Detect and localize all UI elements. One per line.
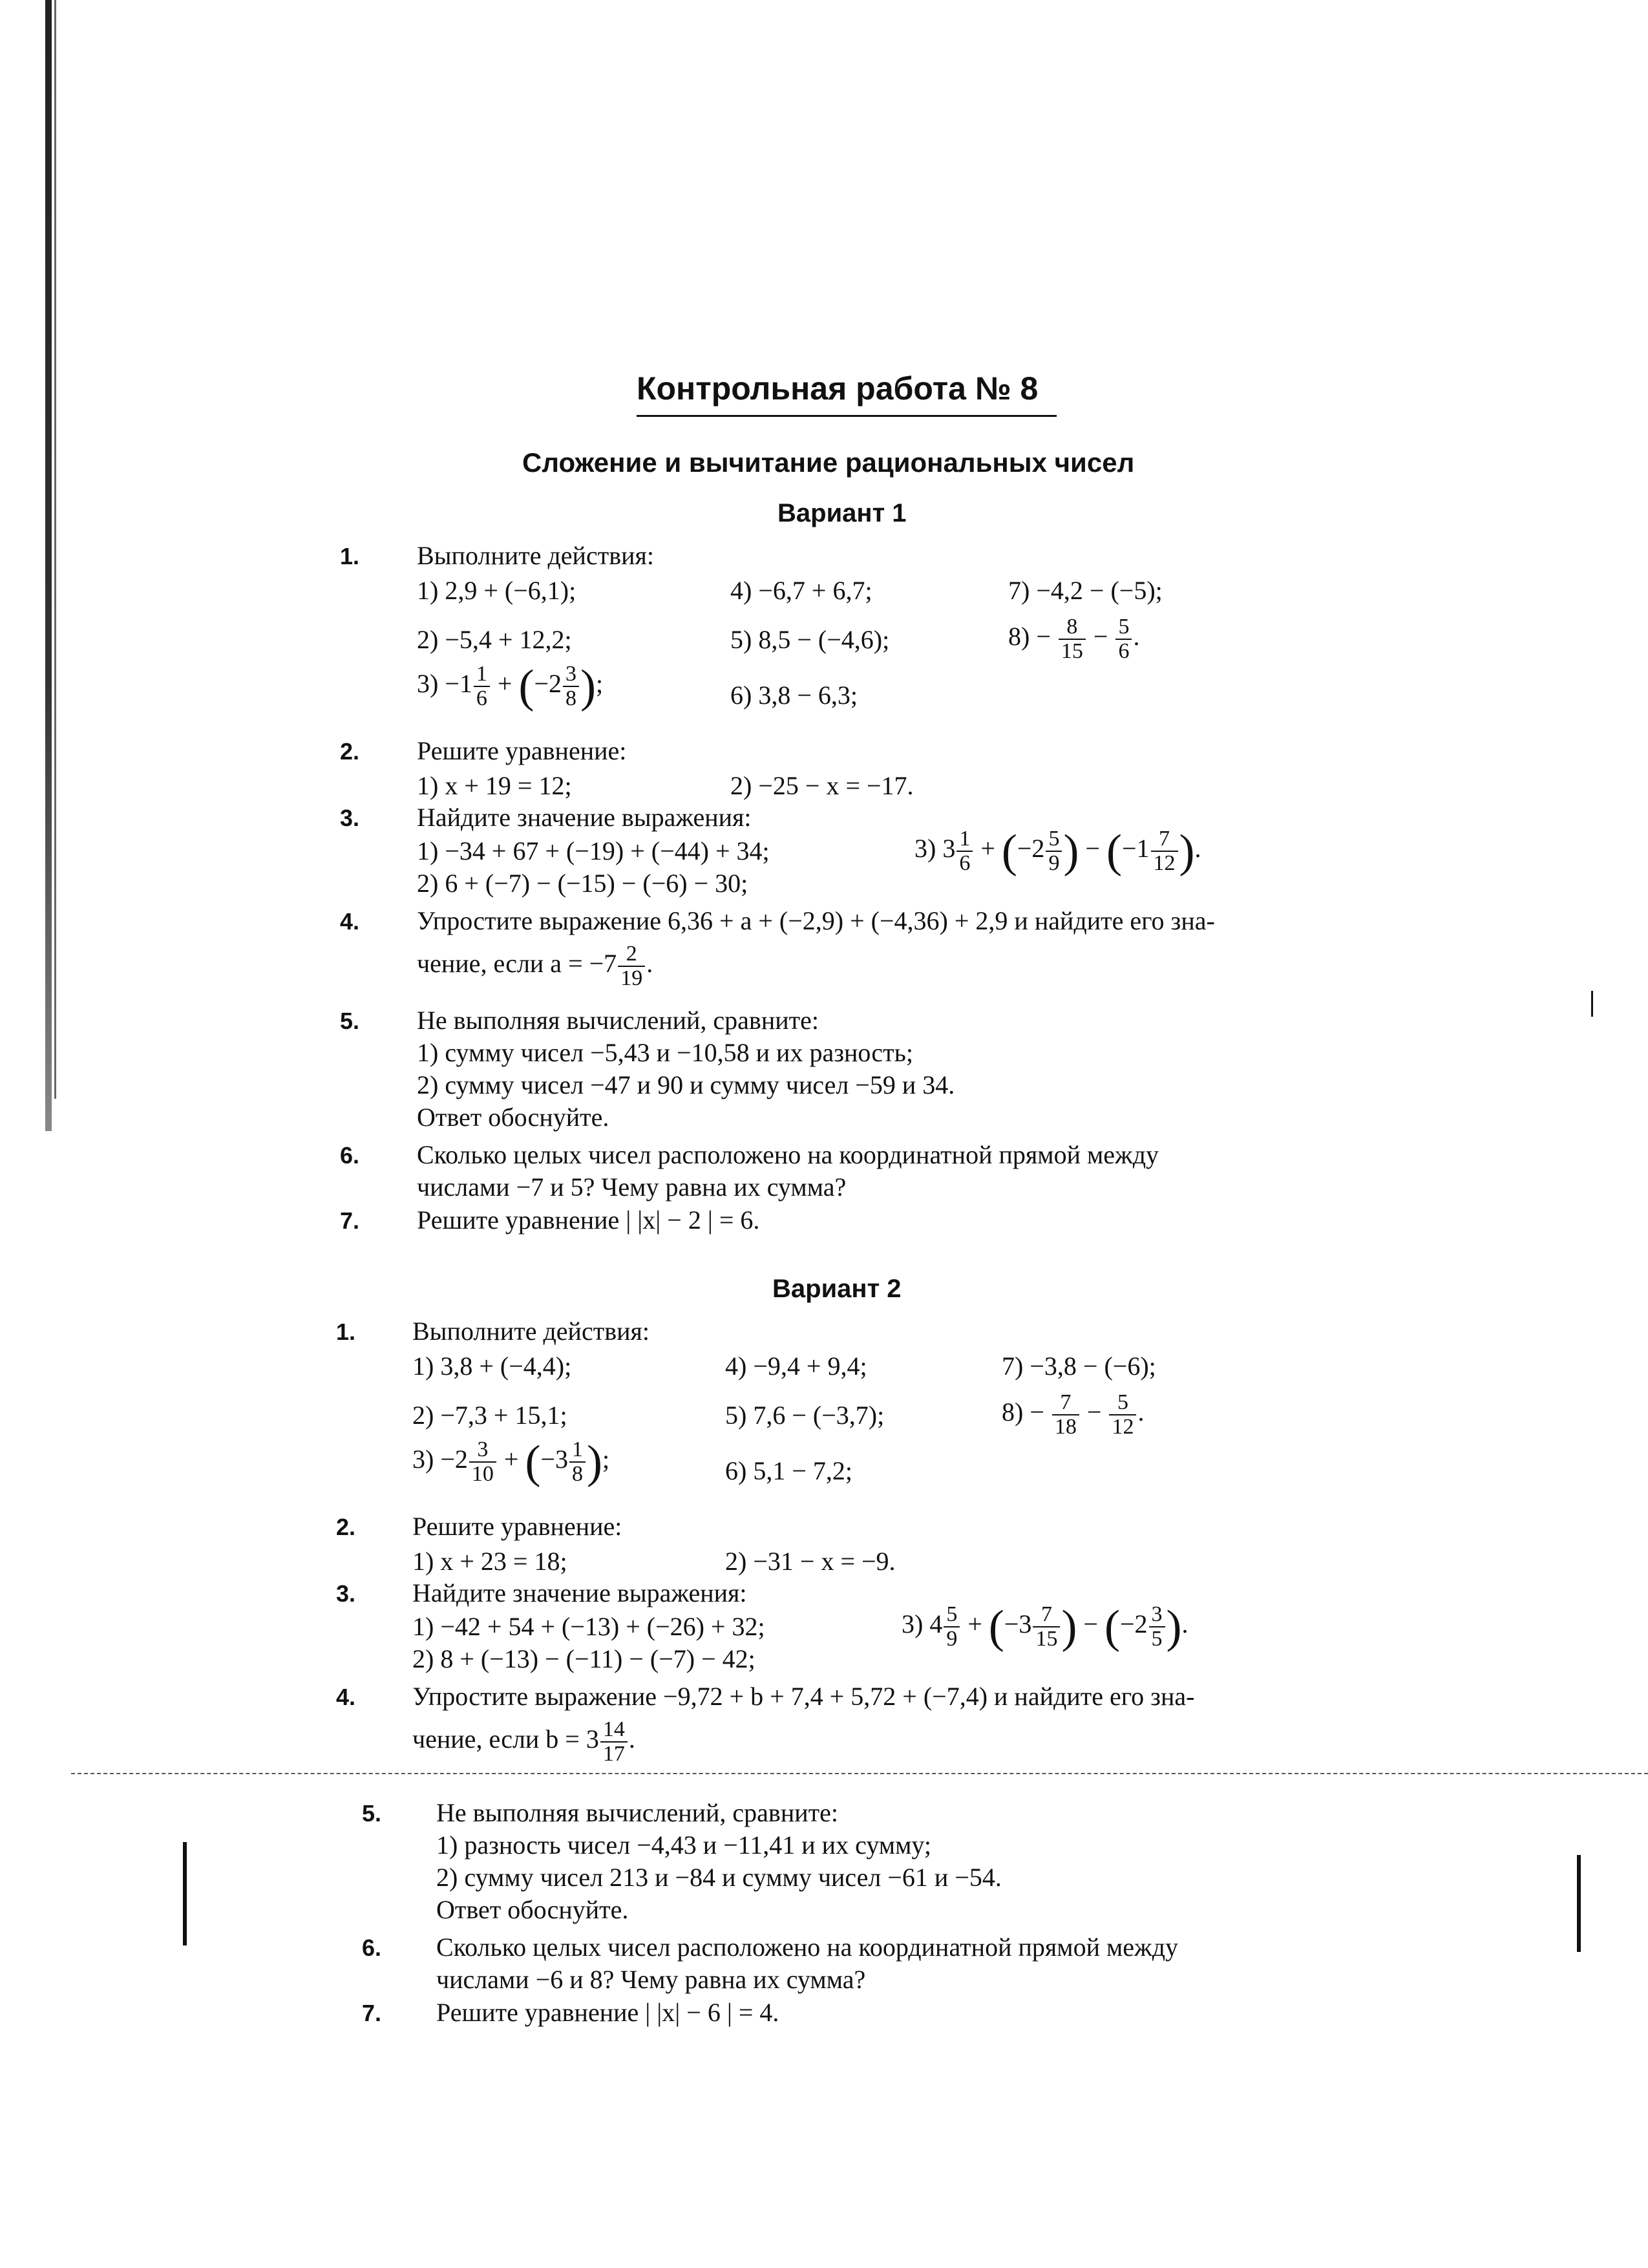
v1-task-6-line-2: числами −7 и 5? Чему равна их сумма? [417,1172,847,1202]
v1-task-1-item-5: 5) 8,5 − (−4,6); [730,625,890,654]
v1-task-7-text: Решите уравнение | |x| − 2 | = 6. [417,1205,760,1235]
v1-task-1-text: Выполните действия: [417,541,654,570]
v1-task-6-line-1: Сколько целых чисел расположено на координатной прямой между [417,1140,1159,1169]
v2-task-7-text: Решите уравнение | |x| − 6 | = 4. [436,1998,779,2027]
v1-task-1-item-3: 3) −1 $\frac{1}{6}$ + (−2 $\frac{3}{8}$ ); [417,660,604,712]
v1-task-3-item-3: 3) 3 $\frac{1}{6}$ + (−2 $\frac{5}{9}$ ) − (−1 $\frac{7}{12}$ ). [914,825,1201,877]
v2-task-1-item-2: 2) −7,3 + 15,1; [412,1401,567,1430]
v1-task-1-item-8: 8) − $\frac{8}{15}$ − $\frac{5}{6}$ . [1008,615,1140,663]
v1-task-4-line-2: чение, если a = −7 $\frac{2}{19}$ . [417,942,653,990]
scan-edge-left-thin [54,0,56,1099]
v1-task-2-item-2: 2) −25 − x = −17. [730,771,914,800]
v2-task-2-text: Решите уравнение: [412,1512,622,1541]
v1-task-3-item-2: 2) 6 + (−7) − (−15) − (−6) − 30; [417,869,748,898]
v1-task-3-text: Найдите значение выражения: [417,803,752,832]
v2-task-4-line-1: Упростите выражение −9,72 + b + 7,4 + 5,72 + (−7,4) и найдите его зна- [412,1682,1195,1711]
v1-task-1-item-1: 1) 2,9 + (−6,1); [417,576,576,605]
v1-task-4-line-1: Упростите выражение 6,36 + a + (−2,9) + (−4,36) + 2,9 и найдите его зна- [417,906,1215,935]
v2-task-3-text: Найдите значение выражения: [412,1578,747,1607]
v1-task-1-item-4: 4) −6,7 + 6,7; [730,576,872,605]
v2-task-3-item-2: 2) 8 + (−13) − (−11) − (−7) − 42; [412,1644,755,1673]
page-subtitle: Сложение и вычитание рациональных чисел [522,447,1135,478]
v2-task-3-item-3: 3) 4 $\frac{5}{9}$ + (−3 $\frac{7}{15}$ ) − (−2 $\frac{3}{5}$ ). [902,1600,1188,1653]
v2-task-3-number: 3. [336,1580,356,1607]
v1-task-5-note: Ответ обоснуйте. [417,1103,609,1132]
v1-task-1-item-2: 2) −5,4 + 12,2; [417,625,572,654]
v1-task-5-item-2: 2) сумму чисел −47 и 90 и сумму чисел −59 и 34. [417,1070,955,1099]
v2-task-5-text: Не выполняя вычислений, сравните: [436,1798,838,1827]
v2-task-6-number: 6. [362,1934,382,1961]
v1-task-1-item-7: 7) −4,2 − (−5); [1008,576,1163,605]
v2-task-1-item-7: 7) −3,8 − (−6); [1002,1351,1156,1381]
v2-task-1-item-1: 1) 3,8 + (−4,4); [412,1351,572,1381]
scan-mark-small [1591,991,1593,1017]
v2-task-1-item-4: 4) −9,4 + 9,4; [725,1351,867,1381]
v2-task-1-item-8: 8) − $\frac{7}{18}$ − $\frac{5}{12}$ . [1002,1390,1145,1439]
variant-1-heading: Вариант 1 [777,499,907,527]
page-fold-line [71,1773,1648,1774]
v1-task-4-number: 4. [340,908,360,935]
v2-task-1-item-3: 3) −2 $\frac{3}{10}$ + (−3 $\frac{1}{8}$ ); [412,1436,610,1488]
scan-edge-left [45,0,52,1131]
v2-task-5-number: 5. [362,1800,382,1827]
scan-mark-right [1577,1855,1581,1952]
v2-task-1-text: Выполните действия: [412,1317,650,1346]
page-title: Контрольная работа № 8 [637,370,1039,407]
v2-task-6-line-1: Сколько целых чисел расположено на координатной прямой между [436,1933,1179,1962]
v1-task-2-number: 2. [340,738,360,765]
v1-task-2-item-1: 1) x + 19 = 12; [417,771,572,800]
v2-task-1-item-5: 5) 7,6 − (−3,7); [725,1401,885,1430]
v2-task-6-line-2: числами −6 и 8? Чему равна их сумма? [436,1965,866,1994]
v2-task-4-number: 4. [336,1684,356,1710]
v2-task-3-item-1: 1) −42 + 54 + (−13) + (−26) + 32; [412,1612,765,1641]
v1-task-5-number: 5. [340,1008,360,1034]
v2-task-1-number: 1. [336,1319,356,1345]
v2-task-7-number: 7. [362,2000,382,2026]
v2-task-2-item-1: 1) x + 23 = 18; [412,1547,567,1576]
v2-task-2-number: 2. [336,1514,356,1540]
scan-mark-left [183,1842,187,1945]
v1-task-5-item-1: 1) сумму чисел −5,43 и −10,58 и их разность; [417,1038,914,1067]
v1-task-7-number: 7. [340,1207,360,1234]
v2-task-1-item-6: 6) 5,1 − 7,2; [725,1456,852,1485]
v1-task-2-text: Решите уравнение: [417,736,627,765]
variant-2-heading: Вариант 2 [772,1275,902,1303]
v2-task-4-line-2: чение, если b = 3 $\frac{14}{17}$ . [412,1717,635,1766]
v1-task-6-number: 6. [340,1142,360,1169]
v1-task-1-number: 1. [340,543,360,569]
v2-task-5-item-1: 1) разность чисел −4,43 и −11,41 и их сумму; [436,1830,931,1860]
v2-task-2-item-2: 2) −31 − x = −9. [725,1547,896,1576]
v1-task-1-item-6: 6) 3,8 − 6,3; [730,681,858,710]
title-underline [637,415,1057,417]
v1-task-3-item-1: 1) −34 + 67 + (−19) + (−44) + 34; [417,836,770,865]
v1-task-3-number: 3. [340,805,360,831]
v2-task-5-item-2: 2) сумму чисел 213 и −84 и сумму чисел −61 и −54. [436,1863,1002,1892]
v2-task-5-note: Ответ обоснуйте. [436,1895,629,1924]
v1-task-5-text: Не выполняя вычислений, сравните: [417,1006,819,1035]
